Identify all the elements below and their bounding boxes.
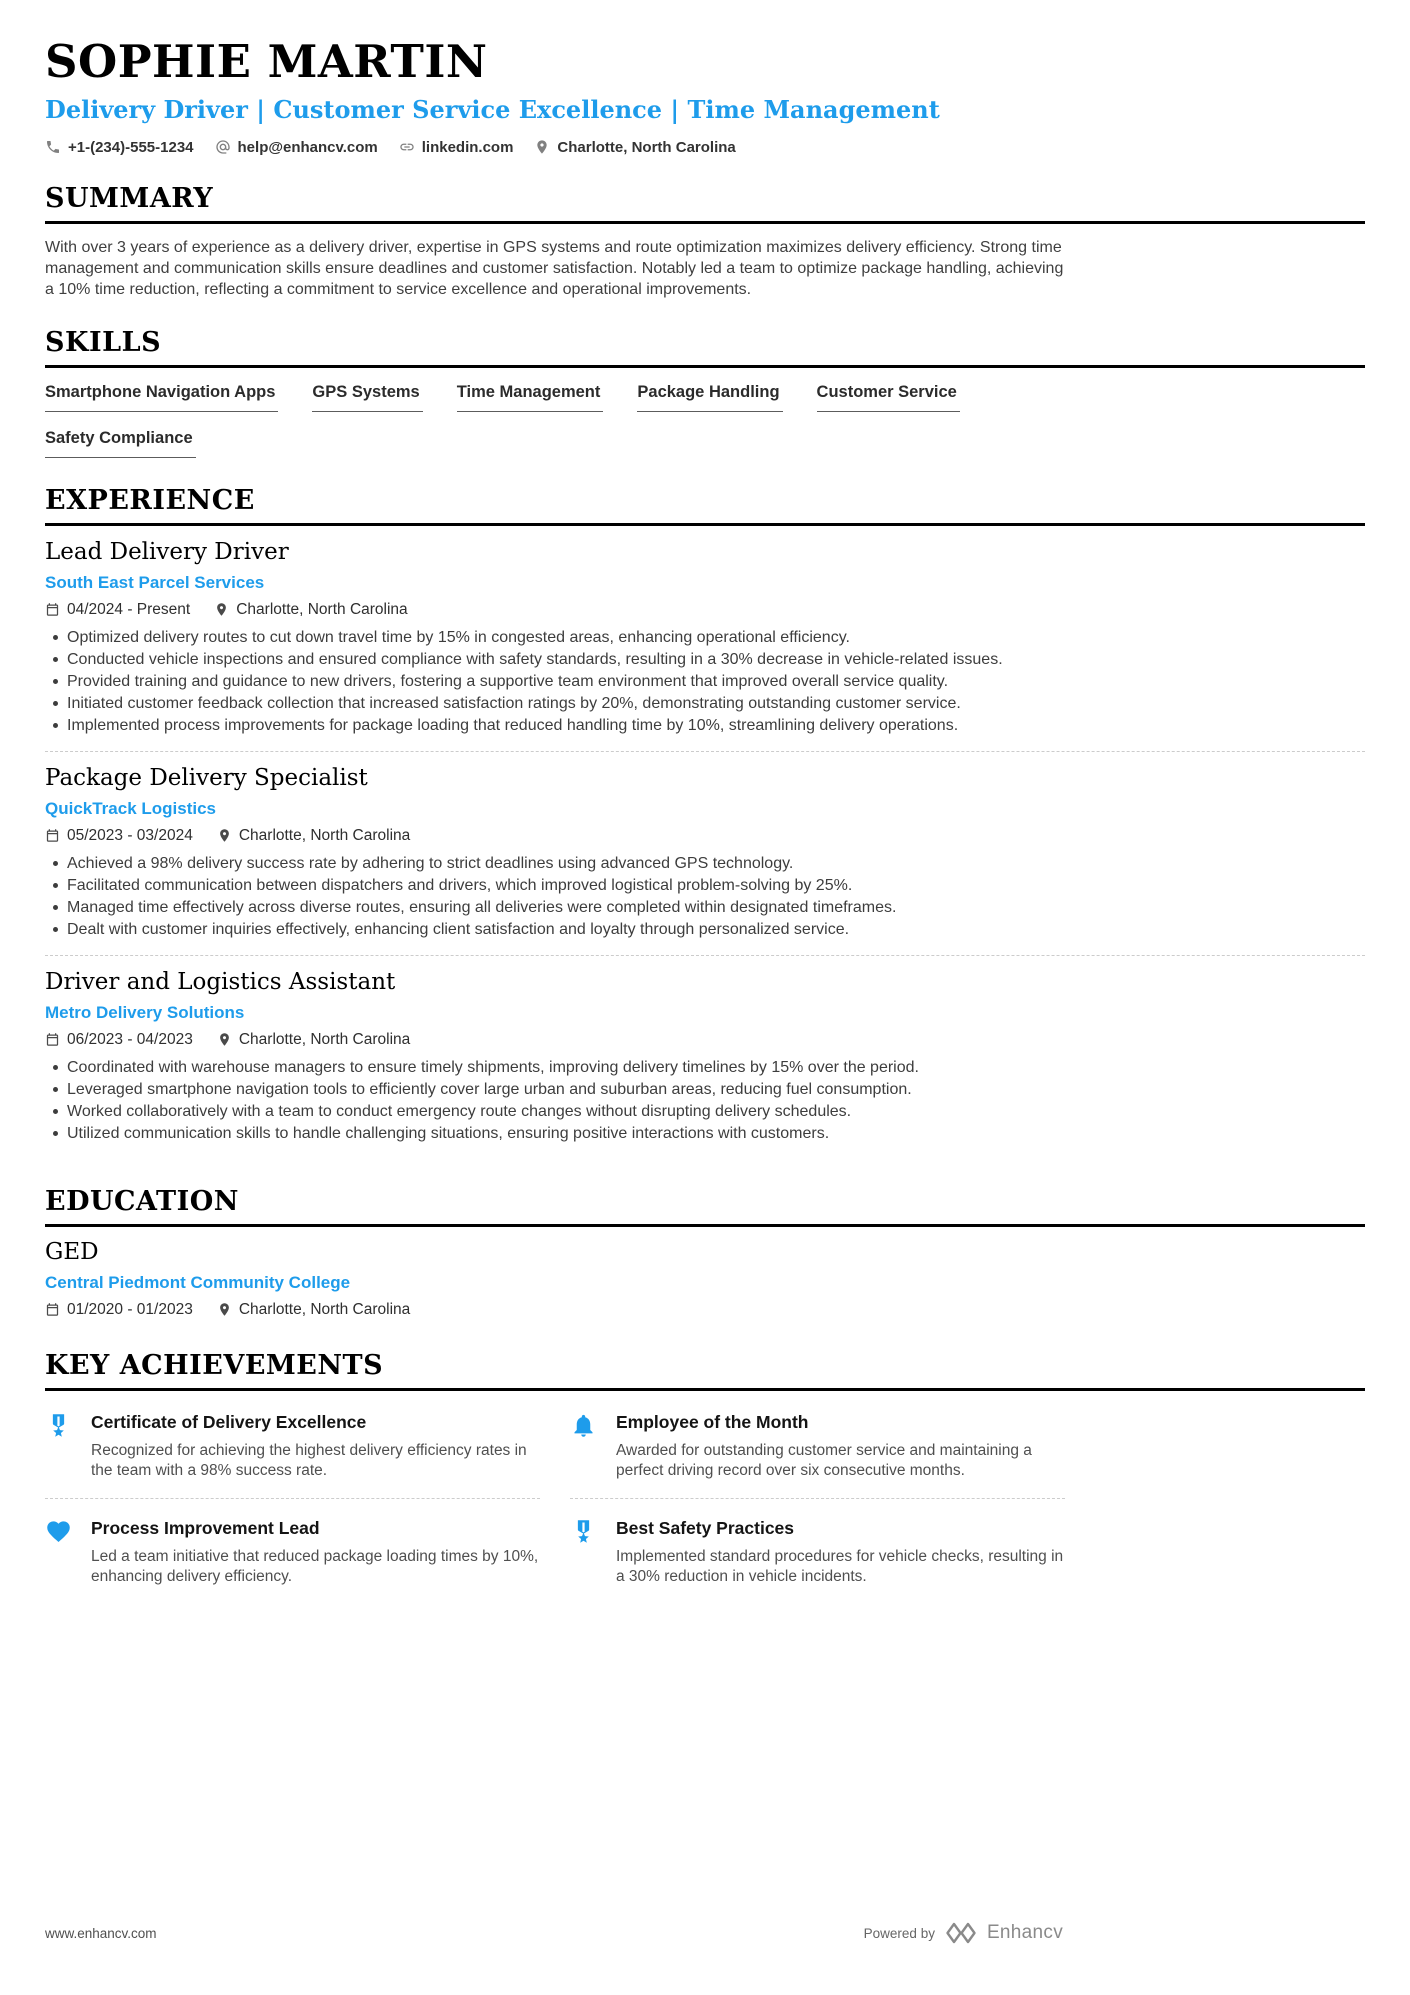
job-dates <box>45 601 190 619</box>
achievements-grid <box>45 1393 1065 1604</box>
skill-item: Time Management <box>457 383 604 412</box>
job-location-text: Charlotte, North Carolina <box>238 1030 411 1048</box>
job-title: Package Delivery Specialist <box>45 764 368 791</box>
skill-item: Customer Service <box>817 383 960 412</box>
location-pin-icon <box>217 1302 232 1317</box>
achievement-text: Led a team initiative that reduced package loading times by 10%, enhancing delivery efficiency. <box>91 1547 539 1585</box>
linkedin-url: linkedin.com <box>421 138 514 156</box>
bell-icon <box>570 1412 600 1481</box>
contact-row <box>45 139 1365 156</box>
summary-heading: SUMMARY <box>45 183 1365 224</box>
bullet-point: Achieved a 98% delivery success rate by adhering to strict deadlines using advanced GPS technology. <box>45 853 1065 874</box>
job-dates-text: 05/2023 - 03/2024 <box>67 826 193 844</box>
bullet-point: Initiated customer feedback collection that increased satisfaction ratings by 20%, demonstrating outstanding customer service. <box>45 693 1065 714</box>
job-dates-text: 06/2023 - 04/2023 <box>67 1030 193 1048</box>
education-location <box>217 1301 410 1319</box>
education-entry <box>45 1227 1365 1323</box>
achievement-item <box>570 1393 1065 1499</box>
at-icon <box>215 139 231 155</box>
email-address: help@enhancv.com <box>237 138 378 156</box>
job-location-text: Charlotte, North Carolina <box>238 826 411 844</box>
achievement-text: Awarded for outstanding customer service and maintaining a perfect driving record over six consecutive months. <box>616 1441 1032 1479</box>
job-location <box>217 827 410 845</box>
achievement-text: Recognized for achieving the highest delivery efficiency rates in the team with a 98% success rate. <box>91 1441 527 1479</box>
contact-phone[interactable] <box>45 139 194 156</box>
job-meta-row <box>45 1031 1365 1049</box>
company-name: QuickTrack Logistics <box>45 798 217 818</box>
location-pin-icon <box>214 602 229 617</box>
job-entry <box>45 956 1365 1159</box>
calendar-icon <box>45 828 60 843</box>
bullet-point: Implemented process improvements for package loading that reduced handling time by 10%, streamlining delivery operations. <box>45 715 1065 736</box>
medal-icon <box>45 1412 75 1481</box>
phone-icon <box>45 139 61 155</box>
job-dates <box>45 1031 193 1049</box>
bullet-point: Coordinated with warehouse managers to ensure timely shipments, improving delivery timelines by 15% over the period. <box>45 1057 1065 1078</box>
summary-text: With over 3 years of experience as a delivery driver, expertise in GPS systems and route optimization maximizes delivery efficiency. Strong time management and communication skills ensure deadlines and customer satisfaction. Notably led a team to optimize package handling, achieving a 10% time reduction, reflecting a commitment to service excellence and operational improvements. <box>45 238 1064 298</box>
location-pin-icon <box>217 1032 232 1047</box>
skills-heading: SKILLS <box>45 327 1365 368</box>
candidate-name: SOPHIE MARTIN <box>45 35 488 88</box>
achievement-body <box>616 1518 1065 1587</box>
achievement-body <box>616 1412 1065 1481</box>
bullet-point: Optimized delivery routes to cut down travel time by 15% in congested areas, enhancing operational efficiency. <box>45 627 1065 648</box>
company-name: South East Parcel Services <box>45 572 265 592</box>
skills-section <box>45 327 1365 458</box>
contact-email[interactable] <box>215 139 378 156</box>
achievements-section <box>45 1350 1365 1604</box>
education-heading: EDUCATION <box>45 1186 1365 1227</box>
job-dates-text: 04/2024 - Present <box>67 600 191 618</box>
achievement-item <box>45 1393 540 1499</box>
skill-item: Safety Compliance <box>45 429 196 458</box>
experience-heading: EXPERIENCE <box>45 485 1365 526</box>
achievement-title: Process Improvement Lead <box>91 1517 320 1538</box>
enhancv-brand-name[interactable]: Enhancv <box>986 1922 1063 1943</box>
footer-website-link[interactable]: www.enhancv.com <box>45 1925 157 1941</box>
degree-title: GED <box>45 1238 99 1265</box>
page-footer <box>45 1921 1063 1945</box>
bullet-point: Utilized communication skills to handle challenging situations, ensuring positive interactions with customers. <box>45 1123 1065 1144</box>
bullet-point: Worked collaboratively with a team to conduct emergency route changes without disrupting delivery schedules. <box>45 1101 1065 1122</box>
location-pin-icon <box>534 139 550 155</box>
bullet-point: Facilitated communication between dispatchers and drivers, which improved logistical problem-solving by 25%. <box>45 875 1065 896</box>
job-location <box>217 1031 410 1049</box>
achievement-title: Employee of the Month <box>616 1411 809 1432</box>
job-dates <box>45 827 193 845</box>
candidate-headline: Delivery Driver | Customer Service Excellence | Time Management <box>45 94 940 124</box>
enhancv-logo-icon[interactable] <box>944 1921 978 1945</box>
school-name: Central Piedmont Community College <box>45 1272 351 1292</box>
powered-by <box>864 1921 1063 1945</box>
heart-icon <box>45 1518 75 1587</box>
calendar-icon <box>45 1302 60 1317</box>
company-name: Metro Delivery Solutions <box>45 1002 245 1022</box>
job-meta-row <box>45 827 1365 845</box>
education-meta-row <box>45 1301 1365 1319</box>
calendar-icon <box>45 1032 60 1047</box>
skill-item: Package Handling <box>637 383 782 412</box>
phone-number: +1-(234)-555-1234 <box>68 138 194 156</box>
education-dates-text: 01/2020 - 01/2023 <box>67 1300 193 1318</box>
education-section <box>45 1186 1365 1323</box>
location-text: Charlotte, North Carolina <box>557 138 736 156</box>
job-meta-row <box>45 601 1365 619</box>
bullet-point: Conducted vehicle inspections and ensured compliance with safety standards, resulting in a 30% decrease in vehicle-related issues. <box>45 649 1065 670</box>
achievement-title: Best Safety Practices <box>616 1517 795 1538</box>
job-location-text: Charlotte, North Carolina <box>236 600 408 618</box>
job-title: Lead Delivery Driver <box>45 538 289 565</box>
medal-icon <box>570 1518 600 1587</box>
job-bullets <box>45 1057 1065 1144</box>
contact-linkedin[interactable] <box>399 139 514 156</box>
bullet-point: Provided training and guidance to new drivers, fostering a supportive team environment that improved overall service quality. <box>45 671 1065 692</box>
job-entry <box>45 752 1365 956</box>
calendar-icon <box>45 602 60 617</box>
achievement-item <box>570 1499 1065 1604</box>
job-bullets <box>45 853 1065 940</box>
bullet-point: Managed time effectively across diverse routes, ensuring all deliveries were completed within designated timeframes. <box>45 897 1065 918</box>
job-title: Driver and Logistics Assistant <box>45 968 396 995</box>
education-dates <box>45 1301 193 1319</box>
achievement-item <box>45 1499 540 1604</box>
bullet-point: Dealt with customer inquiries effectively, enhancing client satisfaction and loyalty through personalized service. <box>45 919 1065 940</box>
skills-list <box>45 383 1065 458</box>
achievement-body <box>91 1518 540 1587</box>
powered-by-label: Powered by <box>863 1925 935 1941</box>
skill-item: Smartphone Navigation Apps <box>45 383 278 412</box>
experience-section <box>45 485 1365 1159</box>
education-location-text: Charlotte, North Carolina <box>238 1300 411 1318</box>
contact-location <box>534 139 735 156</box>
job-entry <box>45 526 1365 752</box>
skill-item: GPS Systems <box>312 383 422 412</box>
achievement-text: Implemented standard procedures for vehicle checks, resulting in a 30% reduction in vehicle incidents. <box>616 1547 1064 1585</box>
summary-section <box>45 183 1365 300</box>
bullet-point: Leveraged smartphone navigation tools to efficiently cover large urban and suburban areas, reducing fuel consumption. <box>45 1079 1065 1100</box>
job-location <box>214 601 407 619</box>
link-icon <box>399 139 415 155</box>
job-bullets <box>45 627 1065 736</box>
location-pin-icon <box>217 828 232 843</box>
achievement-title: Certificate of Delivery Excellence <box>91 1411 367 1432</box>
achievements-heading: KEY ACHIEVEMENTS <box>45 1350 1365 1391</box>
achievement-body <box>91 1412 540 1481</box>
